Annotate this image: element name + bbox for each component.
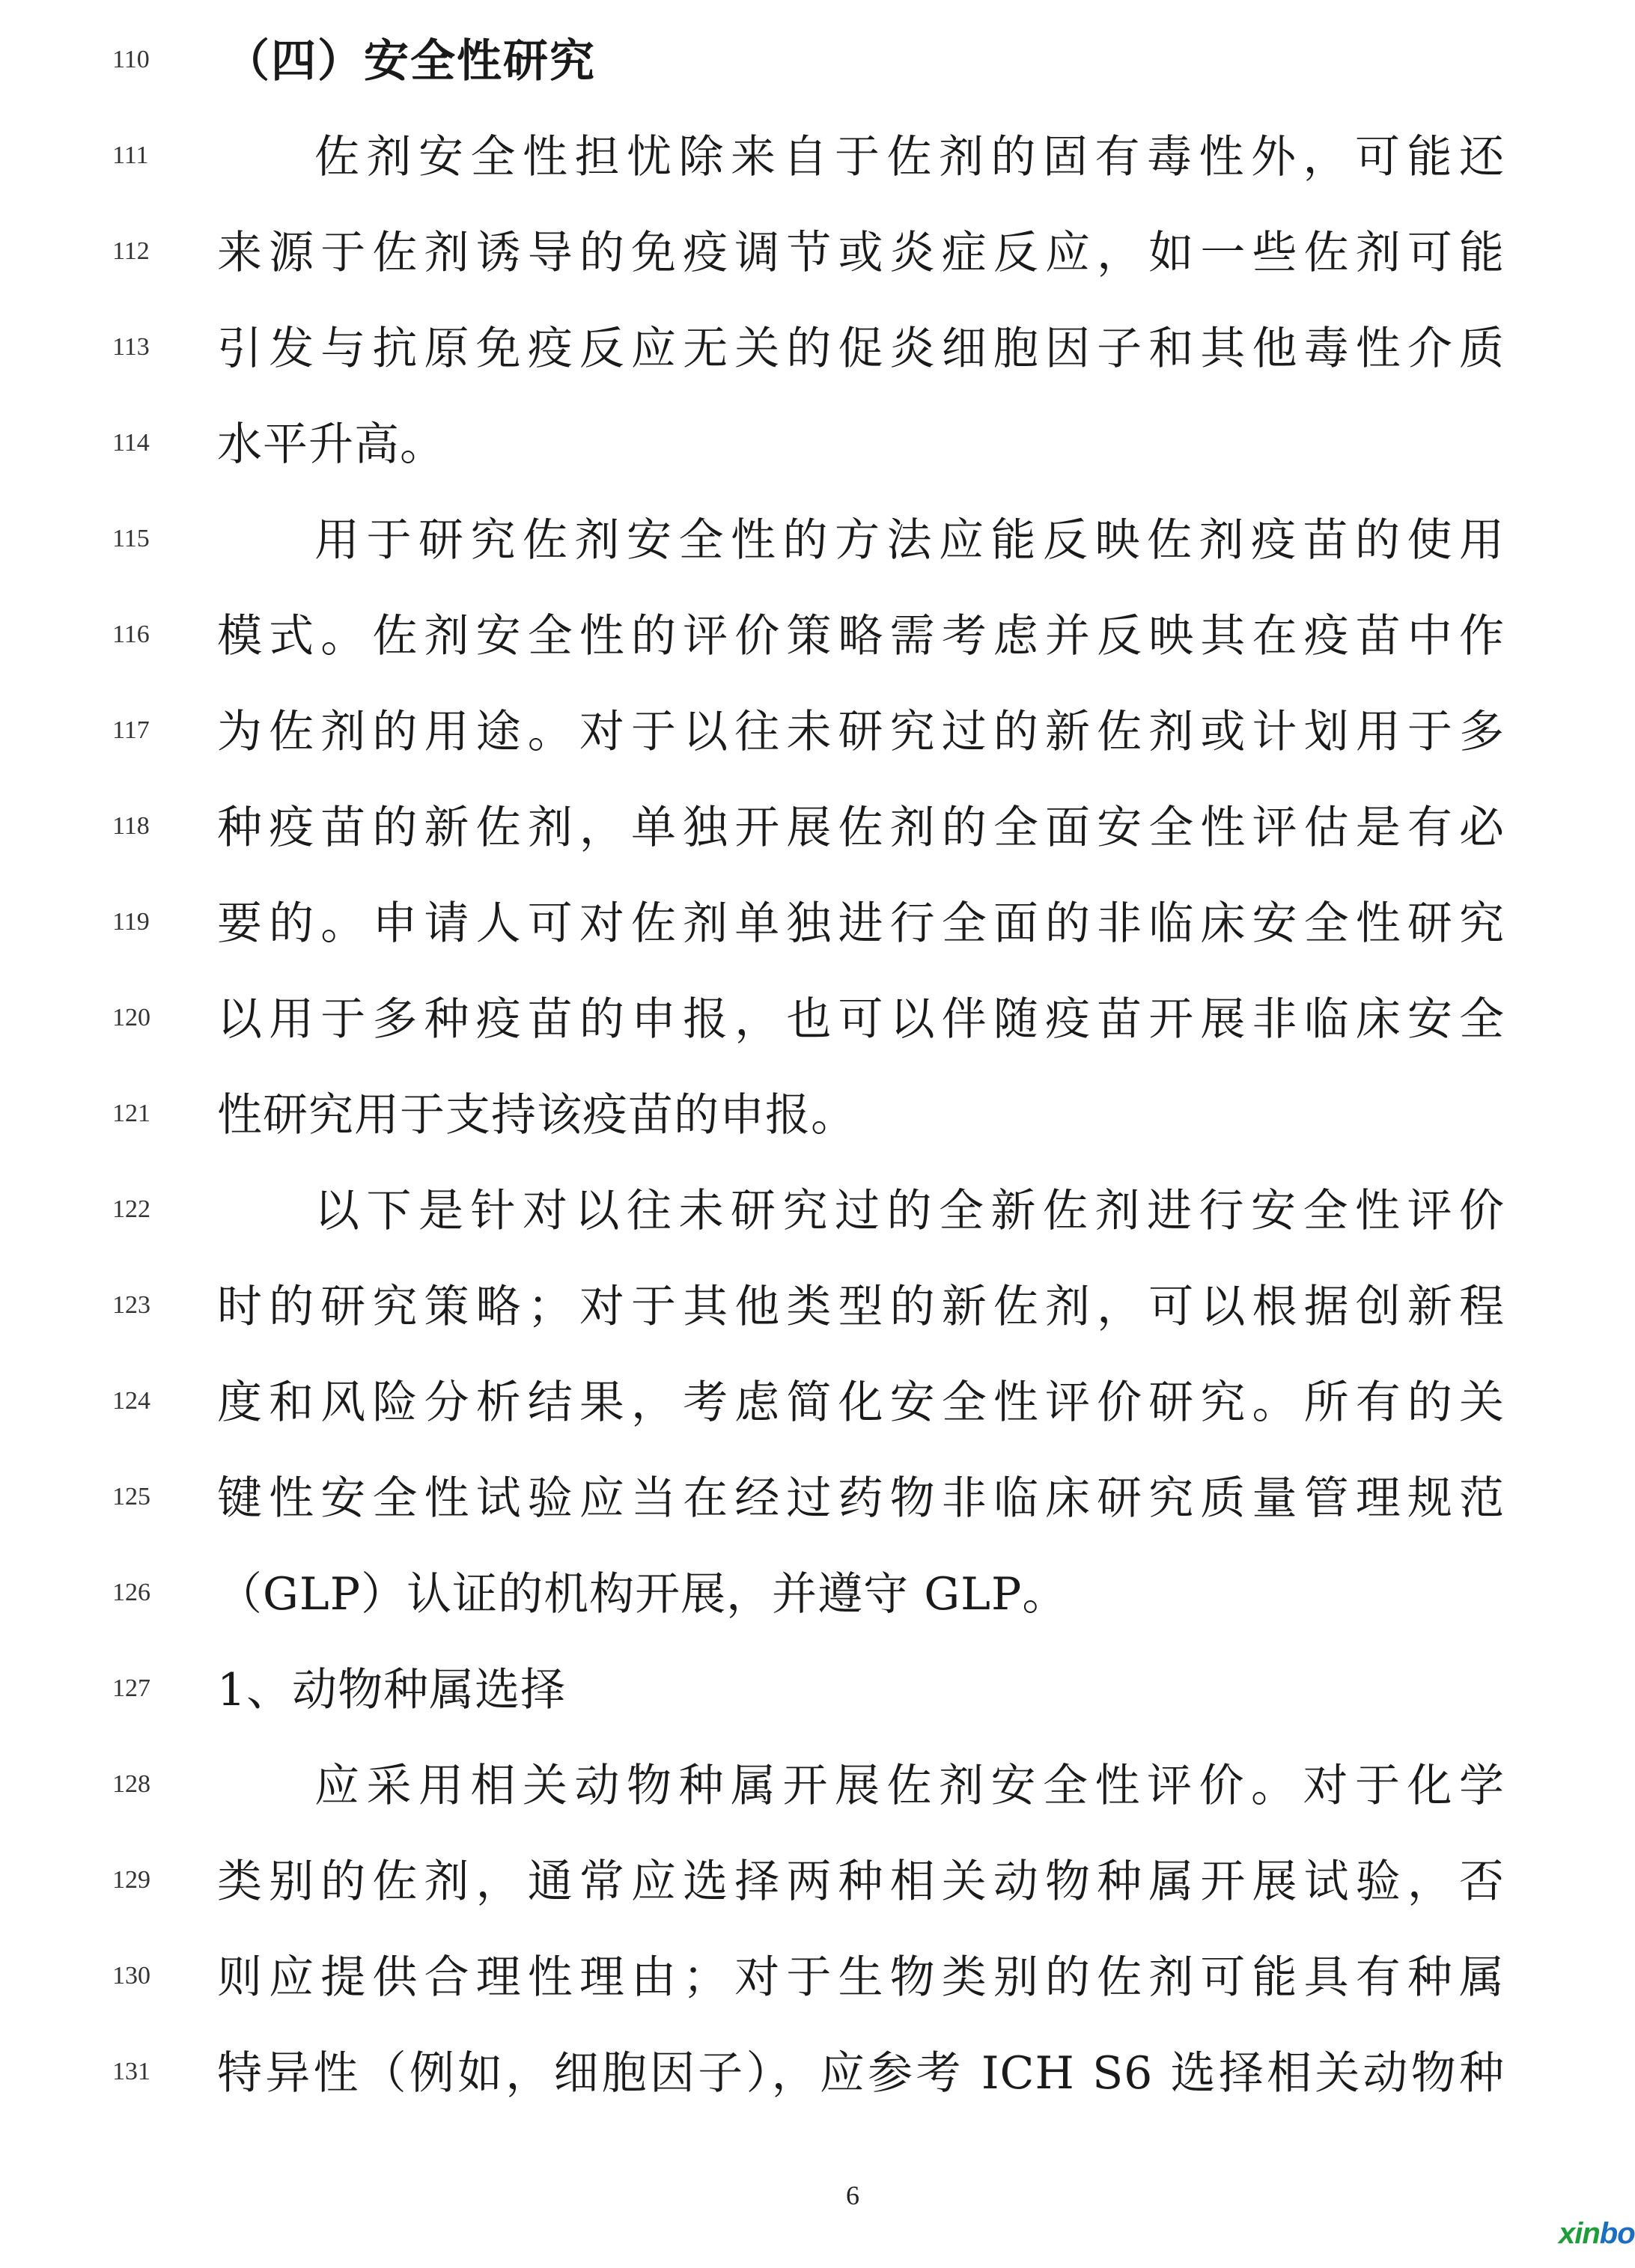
line-number: 123 — [112, 1291, 150, 1319]
paragraph-text: 度和风险分析结果，考虑简化安全性评价研究。所有的关 — [217, 1377, 1505, 1429]
paragraph-text: 来源于佐剂诱导的免疫调节或炎症反应，如一些佐剂可能 — [217, 227, 1505, 279]
line-129 — [0, 1852, 1631, 1942]
line-number: 130 — [112, 1962, 150, 1990]
paragraph-text: 键性安全性试验应当在经过药物非临床研究质量管理规范 — [217, 1472, 1505, 1525]
line-127 — [0, 1660, 1631, 1750]
watermark-part: xin — [1559, 2217, 1600, 2250]
line-number: 121 — [112, 1100, 150, 1127]
paragraph-text: 特异性（例如，细胞因子），应参考 ICH S6 选择相关动物种 — [217, 2047, 1505, 2100]
paragraph-text: 模式。佐剂安全性的评价策略需考虑并反映其在疫苗中作 — [217, 610, 1505, 662]
line-119 — [0, 894, 1631, 984]
paragraph-text: 种疫苗的新佐剂，单独开展佐剂的全面安全性评估是有必 — [217, 802, 1505, 854]
paragraph-text: 用于研究佐剂安全性的方法应能反映佐剂疫苗的使用 — [314, 514, 1505, 567]
line-number: 125 — [112, 1483, 150, 1511]
line-number: 126 — [112, 1579, 150, 1606]
paragraph-text: 以用于多种疫苗的申报，也可以伴随疫苗开展非临床安全 — [217, 993, 1505, 1046]
line-number: 131 — [112, 2058, 150, 2085]
line-124 — [0, 1373, 1631, 1463]
line-number: 110 — [112, 46, 150, 73]
paragraph-text: 以下是针对以往未研究过的全新佐剂进行安全性评价 — [314, 1185, 1505, 1237]
watermark-logo — [1559, 2217, 1635, 2251]
line-128 — [0, 1756, 1631, 1846]
paragraph-text: 时的研究策略；对于其他类型的新佐剂，可以根据创新程 — [217, 1281, 1505, 1333]
line-113 — [0, 319, 1631, 409]
line-number: 128 — [112, 1770, 150, 1798]
line-number: 129 — [112, 1866, 150, 1894]
line-118 — [0, 798, 1631, 888]
line-120 — [0, 990, 1631, 1079]
line-115 — [0, 510, 1631, 600]
line-number: 120 — [112, 1004, 150, 1031]
line-122 — [0, 1181, 1631, 1271]
line-number: 122 — [112, 1195, 150, 1223]
paragraph-text: 为佐剂的用途。对于以往未研究过的新佐剂或计划用于多 — [217, 706, 1505, 758]
paragraph-text: 性研究用于支持该疫苗的申报。 — [217, 1089, 856, 1141]
line-126 — [0, 1564, 1631, 1654]
page-number: 6 — [846, 2180, 859, 2210]
line-123 — [0, 1277, 1631, 1367]
line-114 — [0, 415, 1631, 504]
paragraph-text: 类别的佐剂，通常应选择两种相关动物种属开展试验，否 — [217, 1856, 1505, 1908]
paragraph-text: 要的。申请人可对佐剂单独进行全面的非临床安全性研究 — [217, 897, 1505, 950]
line-number: 116 — [112, 621, 150, 648]
line-111 — [0, 127, 1631, 217]
subsection-heading: 1、动物种属选择 — [217, 1664, 567, 1716]
line-number: 127 — [112, 1674, 150, 1702]
line-131 — [0, 2043, 1631, 2133]
line-116 — [0, 606, 1631, 696]
paragraph-text: 引发与抗原免疫反应无关的促炎细胞因子和其他毒性介质 — [217, 323, 1505, 375]
line-number: 111 — [112, 141, 149, 169]
line-number: 117 — [112, 716, 150, 744]
line-number: 112 — [112, 237, 150, 265]
line-125 — [0, 1469, 1631, 1558]
line-110 — [0, 31, 1631, 121]
line-number: 114 — [112, 429, 150, 457]
line-number: 119 — [112, 908, 150, 936]
paragraph-text: 应采用相关动物种属开展佐剂安全性评价。对于化学 — [314, 1760, 1505, 1812]
paragraph-text: 佐剂安全性担忧除来自于佐剂的固有毒性外，可能还 — [314, 131, 1505, 183]
line-number: 124 — [112, 1387, 150, 1415]
section-heading: （四）安全性研究 — [225, 35, 596, 88]
line-112 — [0, 223, 1631, 313]
paragraph-text: 则应提供合理性理由；对于生物类别的佐剂可能具有种属 — [217, 1951, 1505, 2004]
line-117 — [0, 702, 1631, 792]
line-121 — [0, 1085, 1631, 1175]
watermark-part: bo — [1599, 2217, 1635, 2250]
line-number: 118 — [112, 812, 150, 840]
paragraph-text: （GLP）认证的机构开展，并遵守 GLP。 — [217, 1568, 1068, 1621]
line-130 — [0, 1948, 1631, 2037]
line-number: 113 — [112, 333, 150, 361]
paragraph-text: 水平升高。 — [217, 418, 445, 471]
line-number: 115 — [112, 525, 150, 552]
